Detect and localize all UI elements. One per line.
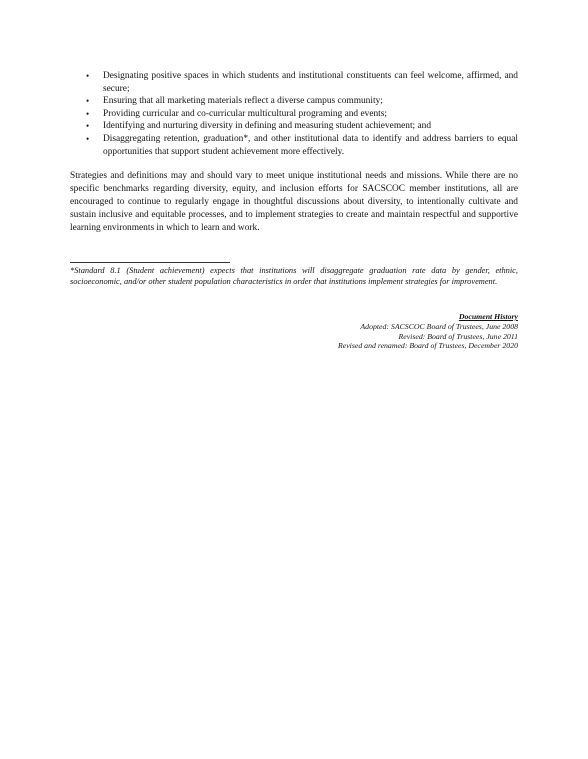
bullet-icon: • <box>86 108 90 119</box>
list-item-text: Providing curricular and co-curricular multicultural programing and events; <box>103 108 388 119</box>
bullet-icon: • <box>86 96 90 107</box>
history-adopted: Adopted: SACSCOC Board of Trustees, June 2008 <box>360 321 518 331</box>
list-item-text: Ensuring that all marketing materials reflect a diverse campus community; <box>103 96 383 107</box>
list-item <box>70 108 518 121</box>
list-item <box>70 133 518 158</box>
list-item <box>70 70 518 95</box>
footnote: *Standard 8.1 (Student achievement) expects that institutions will disaggregate graduation rate data by gender, ethnic, socioeconomic, and/or other student population characteristics in order that institutions implement strategies for improvement. <box>70 266 518 287</box>
list-item <box>70 120 518 133</box>
body-paragraph: Strategies and definitions may and should vary to meet unique institutional needs and missions. While there are no specific benchmarks regarding diversity, equity, and inclusion efforts for SACSCOC member institutions, all are encouraged to continue to regularly engage in thoughtful discussions about diversity, to intentionally cultivate and sustain inclusive and equitable processes, and to implement strategies to create and maintain respectful and supportive learning environments in which to learn and work. <box>70 171 518 234</box>
document-history-title: Document History <box>458 312 518 321</box>
footnote-divider <box>70 262 230 263</box>
bullet-icon: • <box>86 121 90 132</box>
list-item-text: Designating positive spaces in which students and institutional constituents can feel welcome, affirmed, and secure; <box>103 71 518 94</box>
bullet-icon: • <box>86 133 90 144</box>
bullet-icon: • <box>86 71 90 81</box>
list-item <box>70 95 518 108</box>
list-item-text: Disaggregating retention, graduation*, and other institutional data to identify and address barriers to equal opportunities that support student achievement more effectively. <box>103 133 518 157</box>
history-renamed: Revised and renamed: Board of Trustees, December 2020 <box>337 341 518 351</box>
list-item-text: Identifying and nurturing diversity in defining and measuring student achievement; and <box>103 121 432 132</box>
bullet-list <box>70 70 518 158</box>
history-revised: Revised: Board of Trustees, June 2011 <box>398 331 518 341</box>
document-history <box>218 312 518 351</box>
